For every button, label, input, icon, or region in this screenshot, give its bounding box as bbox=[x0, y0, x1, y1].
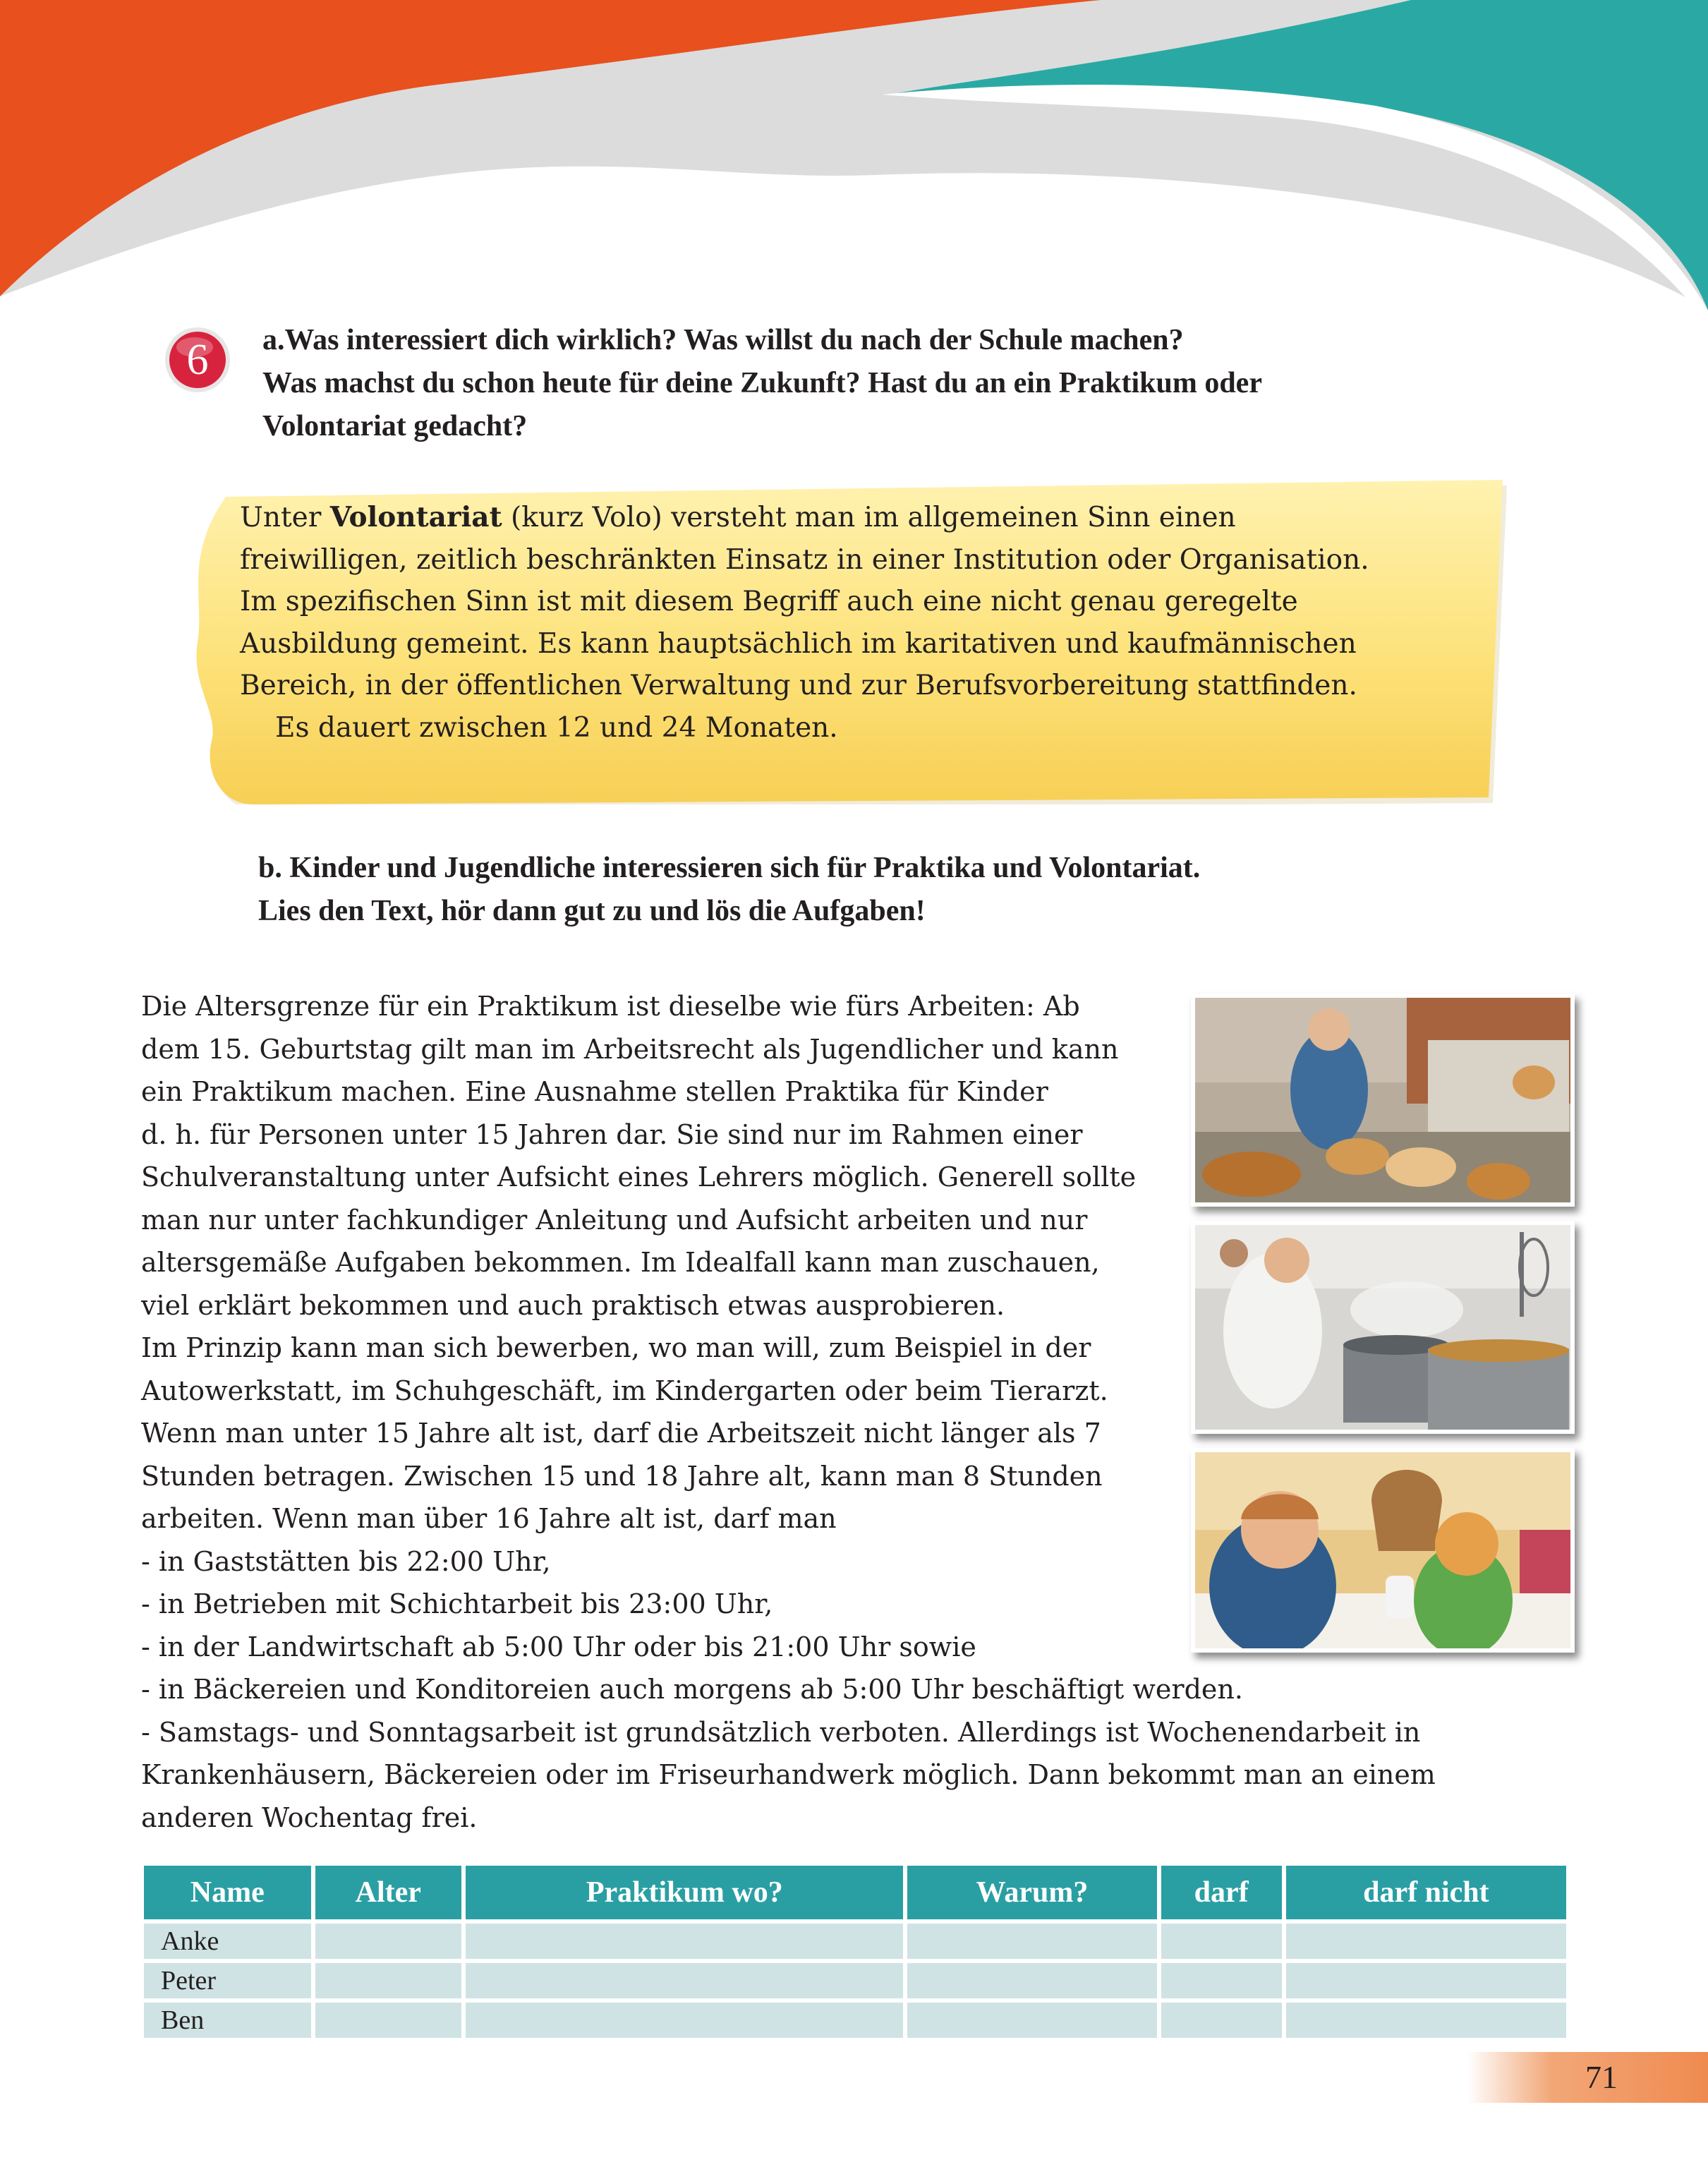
answer-cell[interactable] bbox=[907, 1963, 1156, 2003]
text-line: arbeiten. Wenn man über 16 Jahre alt ist, darf man bbox=[141, 1503, 837, 1534]
answer-cell[interactable] bbox=[466, 2003, 903, 2042]
note-line: Bereich, in der öffentlichen Verwaltung und zur Berufsvorbereitung stattfinden. bbox=[240, 670, 1357, 701]
term-volontariat: Volontariat bbox=[329, 501, 502, 533]
text-line: Wenn man unter 15 Jahre alt ist, darf die Arbeitszeit nicht länger als 7 bbox=[141, 1418, 1101, 1449]
question-b bbox=[258, 847, 1528, 933]
text-line: d. h. für Personen unter 15 Jahren dar. Sie sind nur im Rahmen einer bbox=[141, 1118, 1083, 1150]
answer-cell[interactable] bbox=[315, 1963, 462, 2003]
text-line: Im Prinzip kann man sich bewerben, wo man will, zum Beispiel in der bbox=[141, 1332, 1091, 1363]
cell-name: Ben bbox=[144, 2003, 311, 2042]
note-line: Im spezifischen Sinn ist mit diesem Begriff auch eine nicht genau geregelte bbox=[240, 586, 1298, 617]
answer-cell[interactable] bbox=[1161, 2003, 1282, 2042]
text-line: viel erklärt bekommen und auch praktisch etwas ausprobieren. bbox=[141, 1289, 1005, 1321]
question-a-line: Volontariat gedacht? bbox=[262, 410, 528, 442]
text-line: man nur unter fachkundiger Anleitung und Aufsicht arbeiten und nur bbox=[141, 1204, 1088, 1236]
text-line: - in Gaststätten bis 22:00 Uhr, bbox=[141, 1545, 551, 1577]
question-b-line: Lies den Text, hör dann gut zu und lös die Aufgaben! bbox=[258, 895, 926, 927]
text-line: - in Betrieben mit Schichtarbeit bis 23:00 Uhr, bbox=[141, 1588, 773, 1619]
photo-kitchen bbox=[1191, 1221, 1575, 1434]
header-darf-nicht: darf nicht bbox=[1286, 1866, 1566, 1924]
page-number: 71 bbox=[1585, 2059, 1618, 2095]
note-line: freiwilligen, zeitlich beschränkten Einsatz in einer Institution oder Organisation. bbox=[240, 543, 1369, 576]
table-row bbox=[144, 1963, 1566, 2003]
top-banner bbox=[0, 0, 1708, 367]
question-b-line: b. Kinder und Jugendliche interessieren sich für Praktika und Volontariat. bbox=[258, 852, 1201, 884]
answer-cell[interactable] bbox=[907, 1924, 1156, 1963]
answer-cell[interactable] bbox=[1286, 2003, 1566, 2042]
question-a-line: a.Was interessiert dich wirklich? Was willst du nach der Schule machen? bbox=[262, 324, 1184, 356]
answer-cell[interactable] bbox=[1286, 1924, 1566, 1963]
answer-cell[interactable] bbox=[466, 1924, 903, 1963]
text-line: Die Altersgrenze für ein Praktikum ist dieselbe wie fürs Arbeiten: Ab bbox=[141, 991, 1080, 1022]
answer-cell[interactable] bbox=[1161, 1924, 1282, 1963]
text-line: Krankenhäusern, Bäckereien oder im Friseurhandwerk möglich. Dann bekommt man an einem bbox=[141, 1759, 1436, 1790]
header-warum: Warum? bbox=[907, 1866, 1156, 1924]
table-header-row bbox=[144, 1866, 1566, 1924]
table-row bbox=[144, 2003, 1566, 2042]
answer-cell[interactable] bbox=[466, 1963, 903, 2003]
answer-table bbox=[144, 1866, 1566, 2042]
text-line: - in der Landwirtschaft ab 5:00 Uhr oder bis 21:00 Uhr sowie bbox=[141, 1631, 976, 1662]
info-note bbox=[240, 497, 1510, 749]
text-line: Schulveranstaltung unter Aufsicht eines Lehrers möglich. Generell sollte bbox=[141, 1161, 1137, 1193]
question-a-line: Was machst du schon heute für deine Zukunft? Hast du an ein Praktikum oder bbox=[262, 367, 1262, 399]
note-line: Es dauert zwischen 12 und 24 Monaten. bbox=[275, 711, 838, 744]
answer-cell[interactable] bbox=[1286, 1963, 1566, 2003]
text-line: Autowerkstatt, im Schuhgeschäft, im Kindergarten oder beim Tierarzt. bbox=[141, 1375, 1108, 1406]
header-praktikum-wo: Praktikum wo? bbox=[466, 1866, 903, 1924]
answer-cell[interactable] bbox=[907, 2003, 1156, 2042]
cell-name: Peter bbox=[144, 1963, 311, 2003]
table-row bbox=[144, 1924, 1566, 1963]
note-line: Ausbildung gemeint. Es kann hauptsächlich im karitativen und kaufmännischen bbox=[240, 627, 1357, 660]
text-line: - in Bäckereien und Konditoreien auch morgens ab 5:00 Uhr beschäftigt werden. bbox=[141, 1674, 1243, 1705]
note-line: Unter Volontariat (kurz Volo) versteht man im allgemeinen Sinn einen bbox=[240, 501, 1236, 533]
header-name: Name bbox=[144, 1866, 311, 1924]
question-a bbox=[262, 319, 1462, 448]
header-alter: Alter bbox=[315, 1866, 462, 1924]
text-line: - Samstags- und Sonntagsarbeit ist grundsätzlich verboten. Allerdings ist Wochenendarbeit in bbox=[141, 1716, 1421, 1748]
header-darf: darf bbox=[1161, 1866, 1282, 1924]
task-number: 6 bbox=[186, 336, 209, 384]
text-line: ein Praktikum machen. Eine Ausnahme stellen Praktika für Kinder bbox=[141, 1076, 1048, 1107]
answer-cell[interactable] bbox=[1161, 1963, 1282, 2003]
answer-cell[interactable] bbox=[315, 1924, 462, 1963]
text-line: Stunden betragen. Zwischen 15 und 18 Jahre alt, kann man 8 Stunden bbox=[141, 1460, 1103, 1492]
photo-vet-puppies bbox=[1191, 994, 1575, 1207]
cell-name: Anke bbox=[144, 1924, 311, 1963]
photo-kindergarten bbox=[1191, 1448, 1575, 1653]
text-line: altersgemäße Aufgaben bekommen. Im Idealfall kann man zuschauen, bbox=[141, 1247, 1100, 1278]
answer-cell[interactable] bbox=[315, 2003, 462, 2042]
text-line: dem 15. Geburtstag gilt man im Arbeitsrecht als Jugendlicher und kann bbox=[141, 1033, 1119, 1065]
text-line: anderen Wochentag frei. bbox=[141, 1801, 478, 1833]
